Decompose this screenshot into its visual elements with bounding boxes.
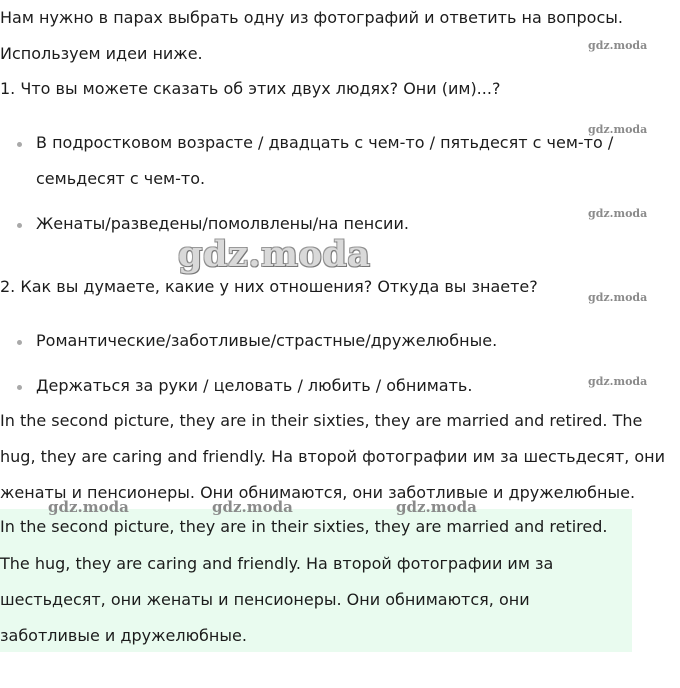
answer-line-2: hug, they are caring and friendly. На второй фотографии им за шестьдесят, они [0,447,666,466]
list-item [0,213,660,235]
list-item-text: В подростковом возрасте / двадцать с чем-то / пятьдесят с чем-то / [36,133,614,152]
bullet-dot-icon [17,223,22,228]
watermark-logo: gdz.moda [212,498,293,516]
intro-line-2: Используем идеи ниже. [0,44,203,63]
watermark-logo: gdz.moda [588,375,648,388]
watermark-logo: gdz.moda [588,291,648,304]
list-item-text: семьдесят с чем-то. [36,169,206,188]
watermark-logo-large: gdz.moda [178,234,371,275]
watermark-logo: gdz.moda [48,498,129,516]
list-item-text: Женаты/разведены/помолвлены/на пенсии. [36,214,409,233]
bullet-dot-icon [17,142,22,147]
answer-line-3: женаты и пенсионеры. Они обнимаются, они заботливые и дружелюбные. [0,483,636,502]
list-item [0,330,660,352]
highlighted-answer-line-4: заботливые и дружелюбные. [0,626,247,645]
watermark-logo: gdz.moda [588,39,648,52]
list-item-text: Романтические/заботливые/страстные/дружелюбные. [36,331,498,350]
question-1: 1. Что вы можете сказать об этих двух людях? Они (им)...? [0,79,501,98]
list-item [0,375,660,397]
list-item [0,132,660,154]
bullet-dot-icon [17,385,22,390]
list-item-continuation [0,168,660,190]
highlighted-answer-line-3: шестьдесят, они женаты и пенсионеры. Они обнимаются, они [0,590,530,609]
highlighted-answer-line-1: In the second picture, they are in their sixties, they are married and retired. [0,517,608,536]
highlighted-answer-line-2: The hug, they are caring and friendly. На второй фотографии им за [0,554,554,573]
answer-line-1: In the second picture, they are in their sixties, they are married and retired. The [0,411,643,430]
question-2: 2. Как вы думаете, какие у них отношения? Откуда вы знаете? [0,277,538,296]
intro-line-1: Нам нужно в парах выбрать одну из фотографий и ответить на вопросы. [0,8,623,27]
watermark-logo: gdz.moda [588,207,648,220]
list-item-text: Держаться за руки / целовать / любить / обнимать. [36,376,473,395]
watermark-logo: gdz.moda [588,123,648,136]
bullet-dot-icon [17,340,22,345]
watermark-logo: gdz.moda [396,498,477,516]
